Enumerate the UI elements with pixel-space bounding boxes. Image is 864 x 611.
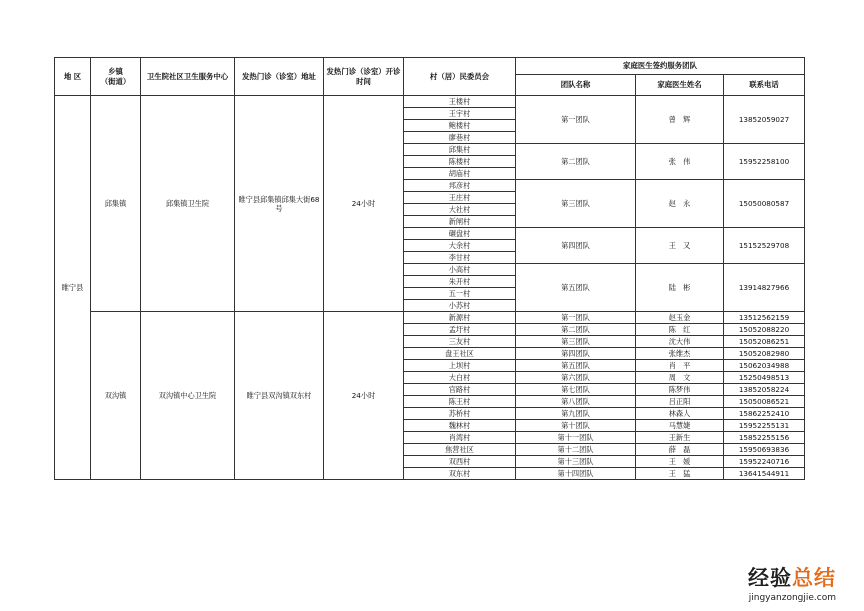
village-cell: 小高村 [404, 264, 516, 276]
village-cell: 双西村 [404, 456, 516, 468]
village-cell: 碾盘村 [404, 228, 516, 240]
center-cell: 双沟镇中心卫生院 [141, 312, 235, 480]
header-village: 村（居）民委员会 [404, 58, 516, 96]
table-row [55, 96, 805, 108]
village-cell: 陈王村 [404, 396, 516, 408]
village-cell: 邱集村 [404, 144, 516, 156]
header-team-group: 家庭医生签约服务团队 [516, 58, 805, 75]
village-cell: 孟圩村 [404, 324, 516, 336]
town-cell: 邱集镇 [91, 96, 141, 312]
phone-cell: 15862252410 [724, 408, 805, 420]
doctor-cell: 林森人 [636, 408, 724, 420]
village-cell: 朱开村 [404, 276, 516, 288]
village-cell: 官路村 [404, 384, 516, 396]
area-cell: 睢宁县 [55, 96, 91, 480]
phone-cell: 15052082980 [724, 348, 805, 360]
village-cell: 陈楼村 [404, 156, 516, 168]
village-cell: 廖巷村 [404, 132, 516, 144]
doctor-cell: 张 伟 [636, 144, 724, 180]
phone-cell: 13914827966 [724, 264, 805, 312]
center-cell: 邱集镇卫生院 [141, 96, 235, 312]
village-cell: 胡庙村 [404, 168, 516, 180]
doctor-cell: 王 媛 [636, 456, 724, 468]
watermark-title-b: 总结 [792, 566, 836, 590]
table-row [55, 312, 805, 324]
team-name-cell: 第十二团队 [516, 444, 636, 456]
doctor-cell: 沈大伟 [636, 336, 724, 348]
team-name-cell: 第十团队 [516, 420, 636, 432]
village-cell: 苏桥村 [404, 408, 516, 420]
doctor-cell: 肖 平 [636, 360, 724, 372]
doctor-cell: 薛 磊 [636, 444, 724, 456]
team-name-cell: 第六团队 [516, 372, 636, 384]
header-doctor: 家庭医生姓名 [636, 75, 724, 96]
village-cell: 三友村 [404, 336, 516, 348]
phone-cell: 15952258100 [724, 144, 805, 180]
fever-address-cell: 睢宁县双沟镇双东村 [235, 312, 324, 480]
team-name-cell: 第十三团队 [516, 456, 636, 468]
phone-cell: 15952240716 [724, 456, 805, 468]
phone-cell: 15052088220 [724, 324, 805, 336]
village-cell: 邦彦村 [404, 180, 516, 192]
team-name-cell: 第十四团队 [516, 468, 636, 480]
doctor-cell: 陆 彬 [636, 264, 724, 312]
village-cell: 李甘村 [404, 252, 516, 264]
phone-cell: 15050080587 [724, 180, 805, 228]
doctor-cell: 王新生 [636, 432, 724, 444]
phone-cell: 13852059027 [724, 96, 805, 144]
village-cell: 新闸村 [404, 216, 516, 228]
header-team-name: 团队名称 [516, 75, 636, 96]
header-fever-address: 发热门诊（诊室）地址 [235, 58, 324, 96]
village-cell: 大白村 [404, 372, 516, 384]
village-cell: 肖湾村 [404, 432, 516, 444]
doctor-cell: 赵玉金 [636, 312, 724, 324]
doctor-cell: 陈梦伟 [636, 384, 724, 396]
doctor-cell: 周 文 [636, 372, 724, 384]
team-name-cell: 第一团队 [516, 312, 636, 324]
village-cell: 焦营社区 [404, 444, 516, 456]
team-name-cell: 第八团队 [516, 396, 636, 408]
header-phone: 联系电话 [724, 75, 805, 96]
fever-hours-cell: 24小时 [324, 96, 404, 312]
team-name-cell: 第十一团队 [516, 432, 636, 444]
village-cell: 双东村 [404, 468, 516, 480]
village-cell: 王楼村 [404, 96, 516, 108]
watermark-logo [748, 562, 836, 603]
team-name-cell: 第五团队 [516, 360, 636, 372]
phone-cell: 15052086251 [724, 336, 805, 348]
team-name-cell: 第一团队 [516, 96, 636, 144]
phone-cell: 15062034988 [724, 360, 805, 372]
watermark-url: jingyanzongjie.com [748, 593, 836, 603]
village-cell: 大余村 [404, 240, 516, 252]
team-name-cell: 第四团队 [516, 228, 636, 264]
village-cell: 王庄村 [404, 192, 516, 204]
watermark-title-a: 经验 [748, 566, 792, 590]
service-team-table [54, 57, 805, 480]
fever-address-cell: 睢宁县邱集镇邱集大街68号 [235, 96, 324, 312]
header-fever-hours: 发热门诊（诊室）开诊时间 [324, 58, 404, 96]
phone-cell: 13852058224 [724, 384, 805, 396]
team-name-cell: 第四团队 [516, 348, 636, 360]
town-cell: 双沟镇 [91, 312, 141, 480]
village-cell: 鲍楼村 [404, 120, 516, 132]
doctor-cell: 赵 永 [636, 180, 724, 228]
phone-cell: 15152529708 [724, 228, 805, 264]
phone-cell: 15250498513 [724, 372, 805, 384]
doctor-cell: 吕正阳 [636, 396, 724, 408]
doctor-cell: 马慧婕 [636, 420, 724, 432]
phone-cell: 13512562159 [724, 312, 805, 324]
village-cell: 上坝村 [404, 360, 516, 372]
team-name-cell: 第七团队 [516, 384, 636, 396]
team-name-cell: 第二团队 [516, 144, 636, 180]
header-center: 卫生院社区卫生服务中心 [141, 58, 235, 96]
village-cell: 盘王社区 [404, 348, 516, 360]
header-area: 地 区 [55, 58, 91, 96]
fever-hours-cell: 24小时 [324, 312, 404, 480]
doctor-cell: 曾 辉 [636, 96, 724, 144]
team-name-cell: 第三团队 [516, 180, 636, 228]
header-row-1 [55, 58, 805, 75]
doctor-cell: 陈 红 [636, 324, 724, 336]
village-cell: 王宇村 [404, 108, 516, 120]
phone-cell: 15050086521 [724, 396, 805, 408]
team-name-cell: 第五团队 [516, 264, 636, 312]
village-cell: 新源村 [404, 312, 516, 324]
team-name-cell: 第三团队 [516, 336, 636, 348]
village-cell: 小苏村 [404, 300, 516, 312]
village-cell: 五一村 [404, 288, 516, 300]
doctor-cell: 王 猛 [636, 468, 724, 480]
team-name-cell: 第二团队 [516, 324, 636, 336]
doctor-cell: 王 又 [636, 228, 724, 264]
phone-cell: 13641544911 [724, 468, 805, 480]
village-cell: 魏林村 [404, 420, 516, 432]
team-name-cell: 第九团队 [516, 408, 636, 420]
phone-cell: 15852255156 [724, 432, 805, 444]
header-town: 乡镇 （街道） [91, 58, 141, 96]
village-cell: 大社村 [404, 204, 516, 216]
doctor-cell: 张维杰 [636, 348, 724, 360]
phone-cell: 15952255131 [724, 420, 805, 432]
phone-cell: 15950693836 [724, 444, 805, 456]
